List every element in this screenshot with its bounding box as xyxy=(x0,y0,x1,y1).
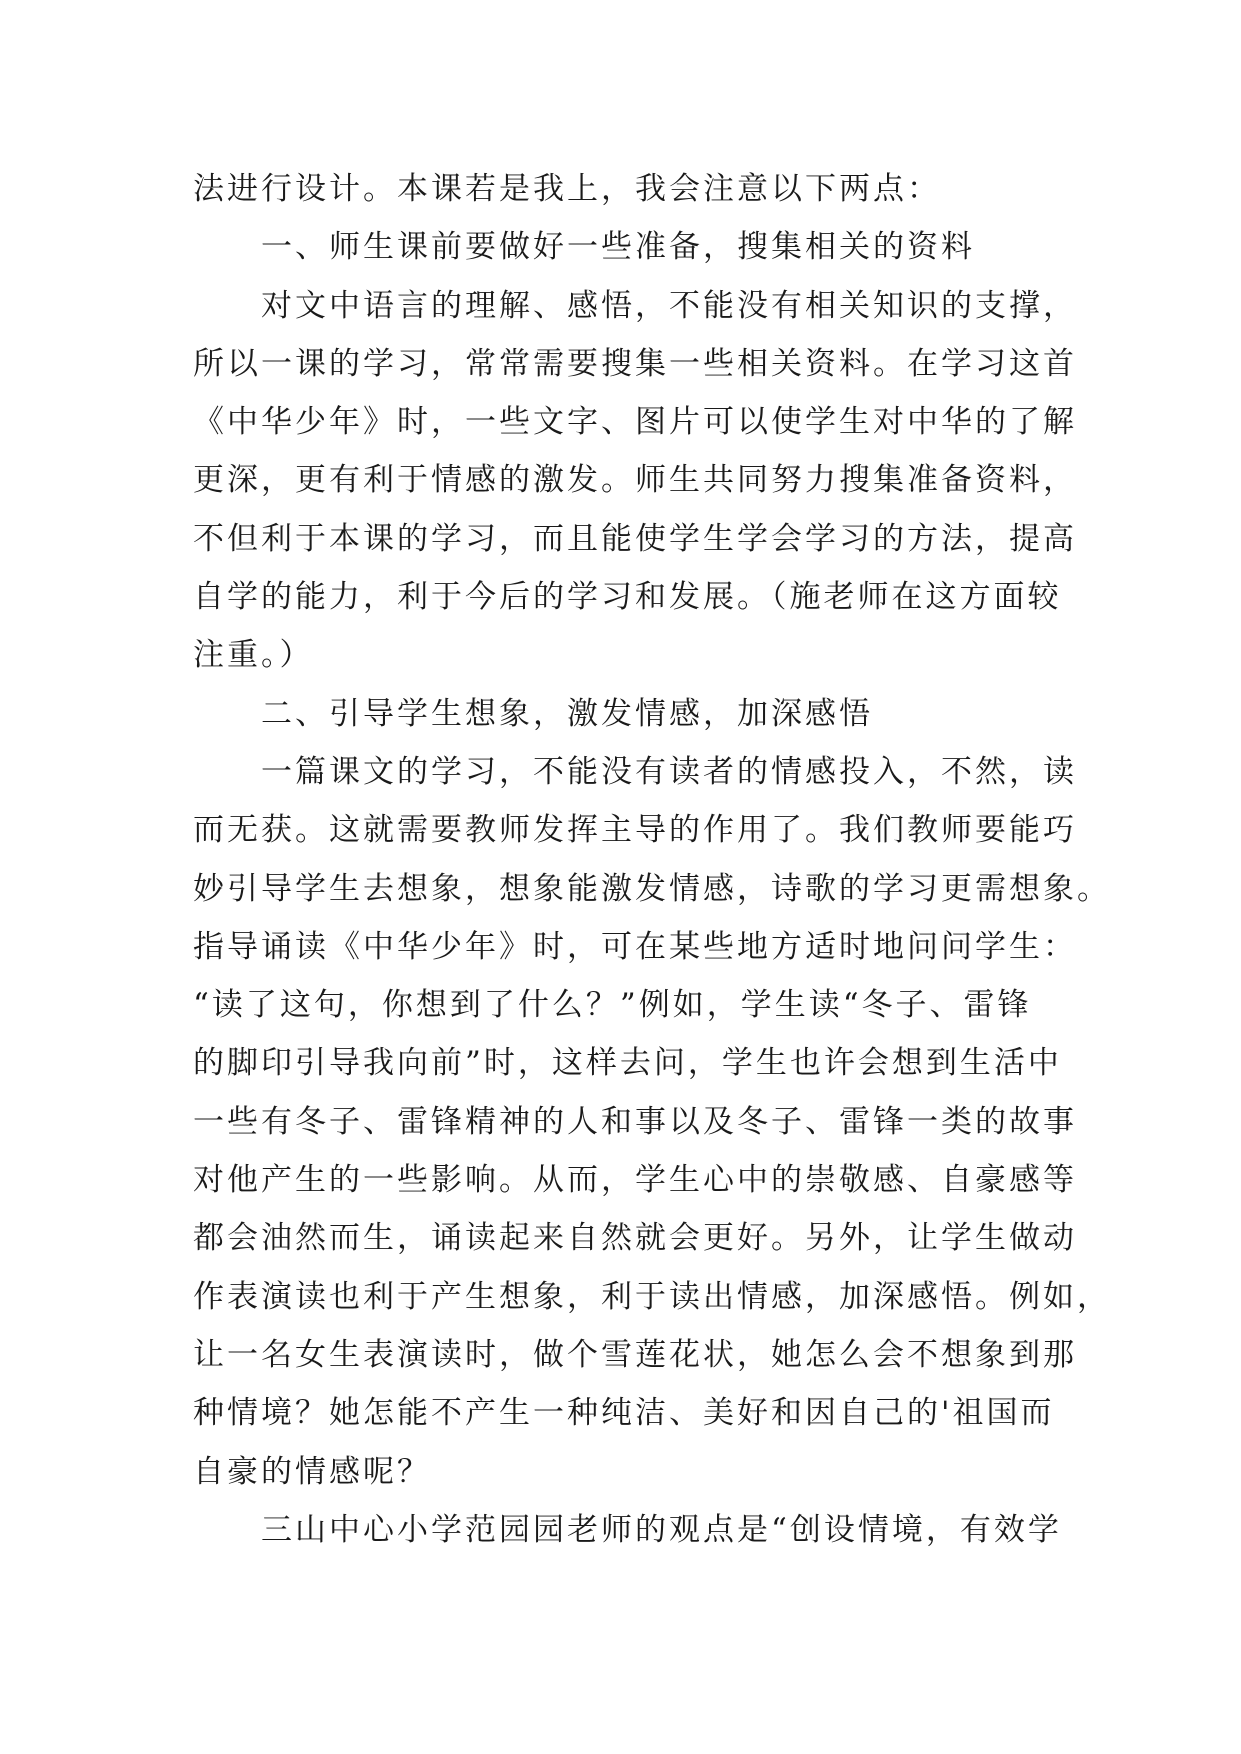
text-line: 对文中语言的理解、感悟，不能没有相关知识的支撑， xyxy=(261,287,1077,324)
document-body xyxy=(193,160,1111,1559)
text-line: 种情境？她怎能不产生一种纯洁、美好和因自己的'祖国而 xyxy=(193,1395,1055,1432)
text-line: 妙引导学生去想象，想象能激发情感，诗歌的学习更需想象。 xyxy=(193,870,1111,907)
text-line: 指导诵读《中华少年》时，可在某些地方适时地问问学生： xyxy=(193,928,1077,965)
text-line: 自学的能力，利于今后的学习和发展。（施老师在这方面较 xyxy=(193,579,1062,616)
text-line: 作表演读也利于产生想象，利于读出情感，加深感悟。例如， xyxy=(193,1278,1111,1315)
text-line: 不但利于本课的学习，而且能使学生学会学习的方法，提高 xyxy=(193,520,1077,557)
text-line: 一些有冬子、雷锋精神的人和事以及冬子、雷锋一类的故事 xyxy=(193,1103,1077,1140)
text-line: 《中华少年》时，一些文字、图片可以使学生对中华的了解 xyxy=(193,404,1077,441)
text-line: 让一名女生表演读时，做个雪莲花状，她怎么会不想象到那 xyxy=(193,1336,1077,1373)
section-heading: 二、引导学生想象，激发情感，加深感悟 xyxy=(261,695,873,732)
text-line: “读了这句，你想到了什么？”例如，学生读“冬子、雷锋 xyxy=(193,987,1032,1024)
text-line: 更深，更有利于情感的激发。师生共同努力搜集准备资料， xyxy=(193,462,1077,499)
text-line: 三山中心小学范园园老师的观点是“创设情境，有效学 xyxy=(261,1511,1062,1548)
text-line: 对他产生的一些影响。从而，学生心中的崇敬感、自豪感等 xyxy=(193,1162,1077,1199)
text-line: 的脚印引导我向前”时，这样去问，学生也许会想到生活中 xyxy=(193,1045,1062,1082)
text-line: 都会油然而生，诵读起来自然就会更好。另外，让学生做动 xyxy=(193,1220,1077,1257)
text-line: 所以一课的学习，常常需要搜集一些相关资料。在学习这首 xyxy=(193,345,1077,382)
text-line: 注重。） xyxy=(193,637,314,674)
text-line: 法进行设计。本课若是我上，我会注意以下两点： xyxy=(193,171,941,207)
section-heading: 一、师生课前要做好一些准备，搜集相关的资料 xyxy=(261,229,975,266)
text-line: 一篇课文的学习，不能没有读者的情感投入，不然，读 xyxy=(261,753,1077,790)
text-line: 自豪的情感呢？ xyxy=(193,1453,431,1490)
text-line: 而无获。这就需要教师发挥主导的作用了。我们教师要能巧 xyxy=(193,812,1077,849)
